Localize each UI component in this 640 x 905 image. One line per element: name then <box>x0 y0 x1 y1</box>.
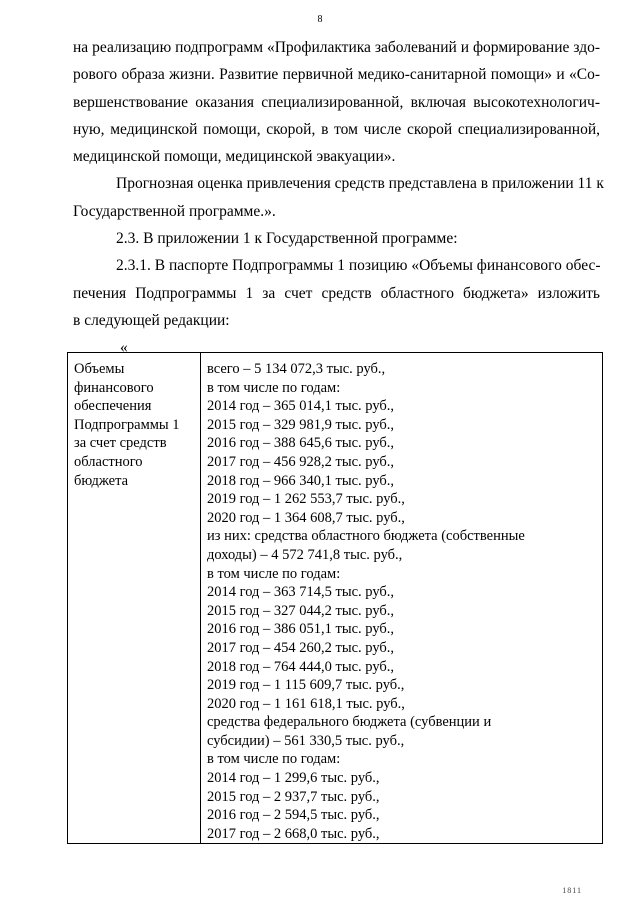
value-line: 2020 год – 1 364 608,7 тыс. руб., <box>207 509 405 526</box>
value-line: 2019 год – 1 262 553,7 тыс. руб., <box>207 491 405 508</box>
text-line: на реализацию подпрограмм «Профилактика заболеваний и формирование здо- <box>73 39 600 56</box>
body-text <box>73 34 604 362</box>
value-line: в том числе по годам: <box>207 379 341 396</box>
label-line: за счет средств <box>74 435 167 452</box>
value-line: 2015 год – 2 937,7 тыс. руб., <box>207 788 380 805</box>
text-line: вершенствование оказания специализированной, включая высокотехнологич- <box>73 93 600 111</box>
footer-mark: 1811 <box>562 886 582 895</box>
label-cell <box>68 353 201 844</box>
value-line: 2019 год – 1 115 609,7 тыс. руб., <box>207 677 405 694</box>
text-line: Государственной программе.». <box>73 202 276 220</box>
opening-quote: « <box>120 339 128 357</box>
paragraph-4 <box>73 252 600 334</box>
page-number: 8 <box>317 14 323 25</box>
label-line: бюджета <box>74 472 129 489</box>
value-line: 2014 год – 1 299,6 тыс. руб., <box>207 770 380 787</box>
text-line: в следующей редакции: <box>73 311 230 329</box>
label-line: обеспечения <box>74 398 152 415</box>
value-line: всего – 5 134 072,3 тыс. руб., <box>207 361 386 377</box>
value-line: 2014 год – 365 014,1 тыс. руб., <box>207 398 395 415</box>
value-line: 2017 год – 2 668,0 тыс. руб., <box>207 825 380 842</box>
value-line: 2018 год – 966 340,1 тыс. руб., <box>207 472 395 489</box>
text-line: медицинской помощи, медицинской эвакуации». <box>73 148 396 166</box>
value-line: в том числе по годам: <box>207 751 341 768</box>
value-line: 2016 год – 386 051,1 тыс. руб., <box>207 621 395 638</box>
value-line: 2014 год – 363 714,5 тыс. руб., <box>207 584 395 601</box>
value-line: в том числе по годам: <box>207 565 341 582</box>
financing-table <box>67 352 603 844</box>
text-line: ную, медицинской помощи, скорой, в том числе скорой специализированной, <box>73 120 600 138</box>
label-line: областного <box>74 453 143 470</box>
label-line: финансового <box>74 379 154 396</box>
paragraph-1 <box>73 34 600 170</box>
value-line: 2020 год – 1 161 618,1 тыс. руб., <box>207 695 405 712</box>
text-line: рового образа жизни. Развитие первичной медико-санитарной помощи» и «Со- <box>73 66 600 84</box>
value-line: из них: средства областного бюджета (собственные <box>207 528 525 545</box>
text-line: Прогнозная оценка привлечения средств представлена в приложении 11 к <box>116 175 604 193</box>
value-line: 2018 год – 764 444,0 тыс. руб., <box>207 658 395 675</box>
paragraph-3 <box>73 225 600 252</box>
value-cell <box>201 353 603 844</box>
paragraph-2 <box>73 170 604 225</box>
text-line: 2.3.1. В паспорте Подпрограммы 1 позицию «Объемы финансового обес- <box>116 257 601 275</box>
value-line: 2016 год – 2 594,5 тыс. руб., <box>207 807 380 824</box>
value-line: средства федерального бюджета (субвенции и <box>207 714 492 731</box>
value-line: 2015 год – 329 981,9 тыс. руб., <box>207 416 395 433</box>
text-line: печения Подпрограммы 1 за счет средств областного бюджета» изложить <box>73 284 600 302</box>
table-row <box>68 353 603 844</box>
text-line: 2.3. В приложении 1 к Государственной программе: <box>116 230 458 248</box>
label-line: Подпрограммы 1 <box>74 416 180 433</box>
value-line: 2015 год – 327 044,2 тыс. руб., <box>207 602 395 619</box>
value-line: 2017 год – 454 260,2 тыс. руб., <box>207 639 395 656</box>
label-line: Объемы <box>74 361 125 377</box>
value-line: субсидии) – 561 330,5 тыс. руб., <box>207 732 405 749</box>
value-line: доходы) – 4 572 741,8 тыс. руб., <box>207 546 403 563</box>
value-line: 2017 год – 456 928,2 тыс. руб., <box>207 453 395 470</box>
value-line: 2016 год – 388 645,6 тыс. руб., <box>207 435 395 452</box>
